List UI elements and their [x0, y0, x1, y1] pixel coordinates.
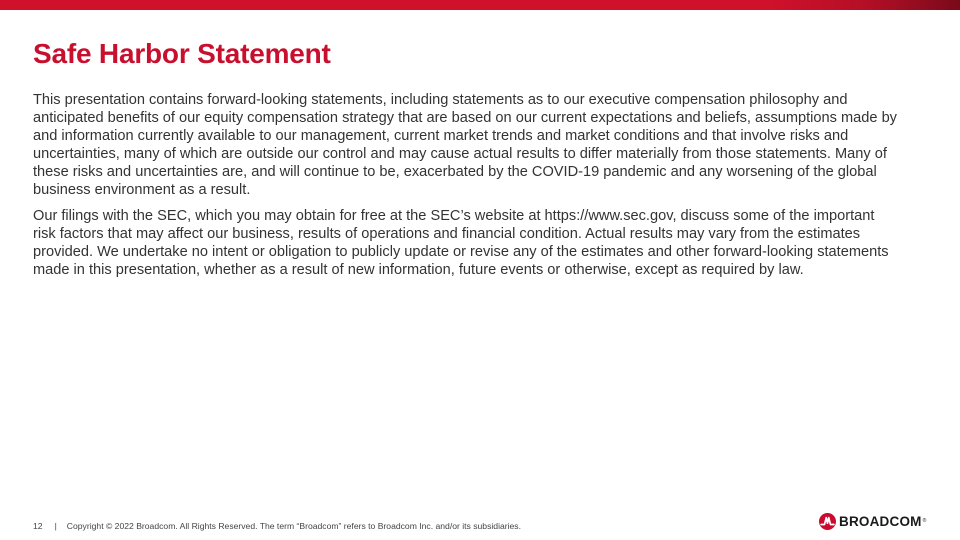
slide-footer	[33, 521, 521, 531]
page-number: 12	[33, 521, 43, 531]
logo-trademark: ®	[922, 518, 927, 524]
broadcom-logo-icon	[819, 513, 836, 530]
slide-title: Safe Harbor Statement	[33, 38, 331, 69]
slide-body	[33, 91, 901, 287]
paragraph-sec-filings: Our filings with the SEC, which you may obtain for free at the SEC’s website at https://www.sec.gov, discuss some of the important risk factors that may affect our business, results of operations and financial condition. Actual results may vary from the estimates provided. We undertake no intent or obligation to publicly update or revise any of the estimates and other forward-looking statements made in this presentation, whether as a result of new information, future events or otherwise, except as required by law.	[33, 208, 889, 278]
broadcom-logo	[819, 512, 926, 530]
footer-separator: |	[54, 521, 57, 531]
copyright-text: Copyright © 2022 Broadcom. All Rights Reserved. The term “Broadcom” refers to Broadcom Inc. and/or its subsidiaries.	[66, 521, 521, 531]
top-accent-bar	[0, 0, 960, 10]
logo-wordmark: BROADCOM	[839, 513, 922, 529]
paragraph-forward-looking: This presentation contains forward-looking statements, including statements as to our executive compensation philosophy and anticipated benefits of our equity compensation strategy that are based on our current expectations and beliefs, assumptions made by and information currently available to our management, current market trends and market conditions and that involve risks and uncertainties, many of which are outside our control and may cause actual results to differ materially from those statements. Many of these risks and uncertainties are, and will continue to be, exacerbated by the COVID-19 pandemic and any worsening of the global business environment as a result.	[33, 92, 897, 198]
